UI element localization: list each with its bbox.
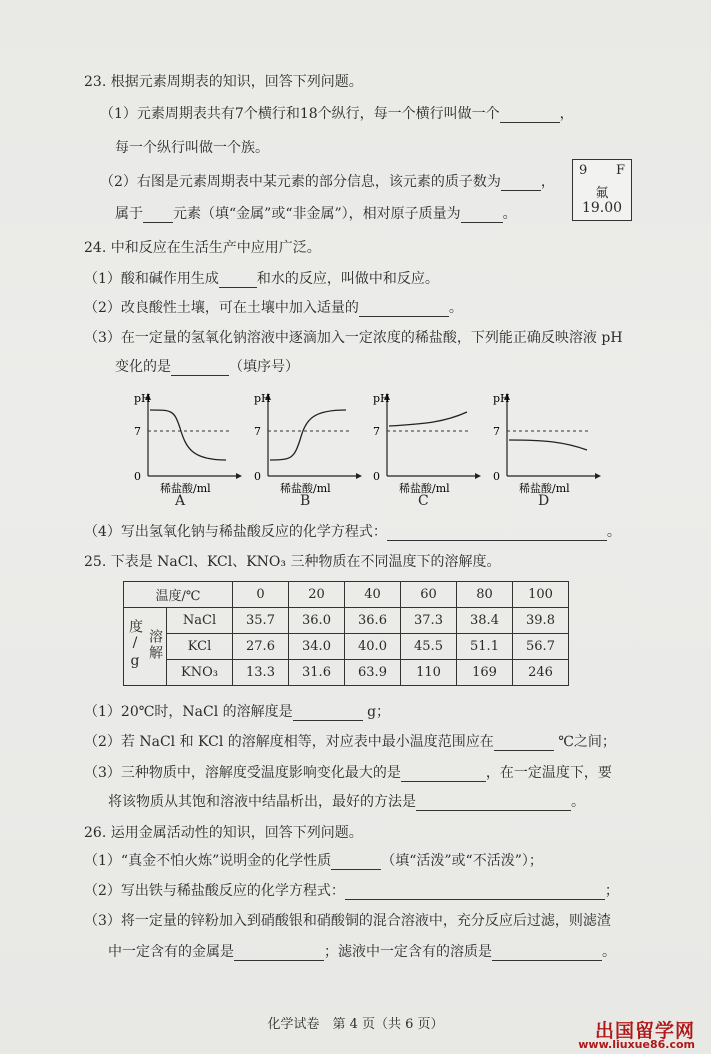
- graph-ref-label: 7: [254, 425, 261, 438]
- q23-part1-text: （1）元素周期表共有7个横行和18个纵行，每一个横行叫做一个: [100, 106, 500, 122]
- watermark-url: www.liuxue86.com: [578, 1038, 695, 1051]
- graph-y-label: pH: [373, 392, 390, 405]
- temp-cell: 40: [345, 582, 401, 608]
- q24-part1-post: 和水的反应，叫做中和反应。: [256, 271, 439, 287]
- side-label-text: 溶解度/g: [127, 618, 163, 671]
- q23-part2-pre: 属于: [115, 206, 143, 222]
- substance-name: NaCl: [167, 608, 233, 634]
- table-cell: 45.5: [401, 634, 457, 660]
- page-footer: 化学试卷 第 4 页（共 6 页）: [267, 1017, 444, 1032]
- atomic-mass: 19.00: [581, 200, 623, 216]
- q25-part3: [84, 764, 612, 782]
- q23-part1: （1）元素周期表共有7个横行和18个纵行，每一个横行叫做一个 ，: [100, 106, 574, 122]
- q26-part3-cont: 中一定含有的金属是 ；滤液中一定含有的溶质是 。: [108, 944, 616, 960]
- q24-part3: （3）在一定量的氢氧化钠溶液中逐滴加入一定浓度的稀盐酸，下列能正确反映溶液 pH: [84, 330, 623, 346]
- q25-part1: [84, 703, 390, 721]
- watermark-logo: 出国留学网: [594, 1020, 695, 1042]
- graph-letter-b: B: [300, 493, 311, 509]
- answer-blank: [234, 946, 324, 961]
- table-cell: 51.1: [457, 634, 513, 660]
- q25-part2: [84, 733, 616, 751]
- temp-cell: 20: [289, 582, 345, 608]
- table-row: [124, 660, 569, 686]
- answer-blank: [293, 706, 363, 721]
- element-symbol: F: [615, 163, 625, 178]
- table-row: [124, 634, 569, 660]
- table-cell: 110: [401, 660, 457, 686]
- q25-part2-post: ℃之间；: [558, 734, 616, 750]
- answer-blank: [345, 885, 605, 900]
- answer-blank: [171, 361, 229, 376]
- temp-cell: 0: [233, 582, 289, 608]
- graph-letter-a: A: [175, 493, 186, 509]
- graph-origin-label: 0: [493, 470, 500, 483]
- table-cell: 27.6: [233, 634, 289, 660]
- q24-part4-text: （4）写出氢氧化钠与稀盐酸反应的化学方程式：: [84, 524, 387, 540]
- table-cell: 38.4: [457, 608, 513, 634]
- q26-part2-text: （2）写出铁与稀盐酸反应的化学方程式：: [84, 883, 345, 899]
- q25-title: 25. 下表是 NaCl、KCl、KNO₃ 三种物质在不同温度下的溶解度。: [84, 554, 501, 570]
- q23-part2-text: （2）右图是元素周期表中某元素的部分信息，该元素的质子数为: [100, 174, 501, 190]
- q24-part1-pre: （1）酸和碱作用生成: [84, 271, 219, 287]
- q26-part3-mid: ；滤液中一定含有的溶质是: [324, 944, 492, 960]
- graph-y-label: pH: [134, 392, 151, 405]
- graph-x-label: 稀盐酸/ml: [280, 482, 331, 495]
- answer-blank: [416, 796, 571, 811]
- answer-blank: [331, 855, 381, 870]
- graph-y-label: pH: [254, 392, 271, 405]
- table-cell: 34.0: [289, 634, 345, 660]
- q24-part1: [84, 270, 439, 288]
- ph-graph-d: [495, 388, 605, 498]
- graph-origin-label: 0: [134, 470, 141, 483]
- graph-ref-label: 7: [493, 425, 500, 438]
- q23-title: 23. 根据元素周期表的知识，回答下列问题。: [84, 74, 363, 90]
- q25-part3b-pre: 将该物质从其饱和溶液中结晶析出，最好的方法是: [108, 794, 416, 810]
- table-cell: 56.7: [513, 634, 569, 660]
- answer-blank: [387, 526, 607, 541]
- q23-part1-cont: 每一个纵行叫做一个族。: [115, 140, 269, 156]
- ph-graph-c: [375, 388, 485, 498]
- q25-part3-pre: （3）三种物质中，溶解度受温度影响变化最大的是: [84, 765, 401, 781]
- q24-part4: （4）写出氢氧化钠与稀盐酸反应的化学方程式： 。: [84, 524, 621, 540]
- ph-graph-a: [136, 388, 246, 498]
- graph-y-label: pH: [493, 392, 510, 405]
- answer-blank: [401, 767, 486, 782]
- graph-origin-label: 0: [254, 470, 261, 483]
- table-cell: 31.6: [289, 660, 345, 686]
- table-cell: 169: [457, 660, 513, 686]
- table-cell: 63.9: [345, 660, 401, 686]
- q24-part3-post: （填序号）: [229, 359, 299, 375]
- ph-graph-b: [256, 388, 366, 498]
- temp-header: 温度/℃: [124, 582, 233, 608]
- answer-blank: [359, 302, 449, 317]
- answer-blank: [143, 208, 173, 223]
- table-cell: 37.3: [401, 608, 457, 634]
- q26-part1-pre: （1）“真金不怕火炼”说明金的化学性质: [84, 853, 332, 869]
- table-cell: 246: [513, 660, 569, 686]
- table-cell: 36.6: [345, 608, 401, 634]
- q23-part2: （2）右图是元素周期表中某元素的部分信息，该元素的质子数为 ，: [100, 174, 555, 190]
- graph-x-label: 稀盐酸/ml: [519, 482, 570, 495]
- q26-part2: （2）写出铁与稀盐酸反应的化学方程式： ；: [84, 883, 619, 899]
- temp-cell: 60: [401, 582, 457, 608]
- graph-ref-label: 7: [134, 425, 141, 438]
- graph-ref-label: 7: [373, 425, 380, 438]
- q26-part1-post: （填“活泼”或“不活泼”）；: [381, 853, 543, 869]
- answer-blank: [501, 176, 541, 191]
- answer-blank: [494, 736, 554, 751]
- q24-part2-text: （2）改良酸性土壤，可在土壤中加入适量的: [84, 300, 359, 316]
- element-name: 氟: [595, 186, 609, 201]
- solubility-table: [123, 581, 569, 686]
- temp-cell: 100: [513, 582, 569, 608]
- q25-part1-post: g；: [367, 704, 391, 720]
- q26-part3-pre: 中一定含有的金属是: [108, 944, 234, 960]
- table-cell: 39.8: [513, 608, 569, 634]
- graph-letter-d: D: [538, 493, 550, 509]
- substance-name: KCl: [167, 634, 233, 660]
- element-cell-fluorine: [572, 159, 632, 221]
- answer-blank: [219, 273, 257, 288]
- atomic-number: 9: [579, 163, 588, 178]
- graph-x-label: 稀盐酸/ml: [399, 482, 450, 495]
- q26-part1: [84, 852, 543, 870]
- substance-name: KNO₃: [167, 660, 233, 686]
- table-cell: 40.0: [345, 634, 401, 660]
- q25-part3-cont: 将该物质从其饱和溶液中结晶析出，最好的方法是 。: [108, 794, 585, 810]
- table-cell: 13.3: [233, 660, 289, 686]
- temp-cell: 80: [457, 582, 513, 608]
- q24-part3-pre: 变化的是: [115, 359, 171, 375]
- graph-letter-c: C: [418, 493, 429, 509]
- q24-part2: （2）改良酸性土壤，可在土壤中加入适量的 。: [84, 300, 463, 316]
- answer-blank: [500, 108, 560, 123]
- answer-blank: [492, 946, 602, 961]
- q23-part2-mid: 元素（填“金属”或“非金属”），相对原子质量为: [173, 206, 461, 222]
- q23-part2-cont: 属于 元素（填“金属”或“非金属”），相对原子质量为 。: [115, 206, 517, 222]
- graph-origin-label: 0: [373, 470, 380, 483]
- q26-title: 26. 运用金属活动性的知识，回答下列问题。: [84, 825, 363, 841]
- q24-part3-cont: [115, 358, 299, 376]
- table-cell: 35.7: [233, 608, 289, 634]
- solubility-side-label: [124, 608, 167, 686]
- table-row: [124, 608, 569, 634]
- q25-part3-post: ，在一定温度下，要: [485, 765, 612, 781]
- table-cell: 36.0: [289, 608, 345, 634]
- q24-title: 24. 中和反应在生活生产中应用广泛。: [84, 240, 321, 256]
- graph-x-label: 稀盐酸/ml: [160, 482, 211, 495]
- answer-blank: [461, 208, 503, 223]
- q26-part3: （3）将一定量的锌粉加入到硝酸银和硝酸铜的混合溶液中，充分反应后过滤，则滤渣: [84, 913, 611, 929]
- q25-part1-pre: （1）20℃时，NaCl 的溶解度是: [84, 704, 293, 720]
- q25-part2-pre: （2）若 NaCl 和 KCl 的溶解度相等，对应表中最小温度范围应在: [84, 734, 494, 750]
- table-header-row: [124, 582, 569, 608]
